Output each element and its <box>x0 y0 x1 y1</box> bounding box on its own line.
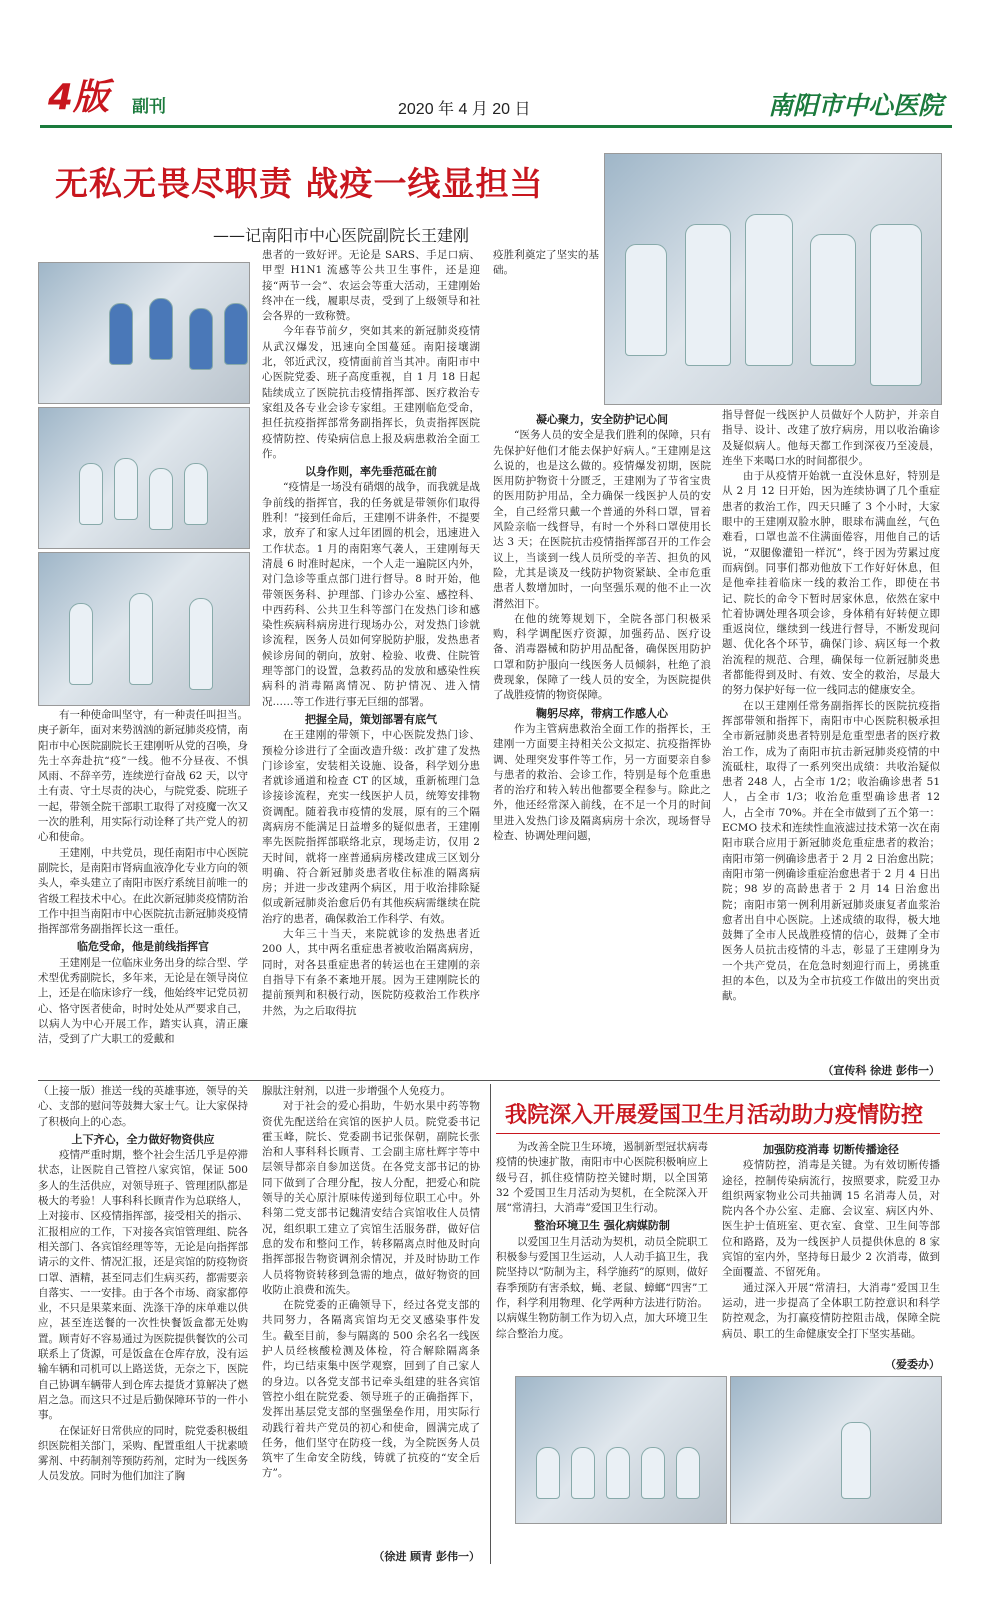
paragraph: 在以王建刚任常务副指挥长的医院抗疫指挥部带领和指挥下，南阳市中心医院积极承担全市新冠肺炎患者特别是危重型患者的医疗救治工作，成为了南阳市抗击新冠肺炎疫情的中流砥柱，取得了一系列突出成绩：共收治疑似患者 248 人，占全市 1/2；收治确诊患者 51 人，占全市 1/3；收治危重型确诊患者 12 人，占全市 70%。并在全市做到了五个第一：ECMO 技术和连续性血液滤过技术第一次在南阳市联合应用于新冠肺炎危重症患者的救治；南阳市第一例确诊患者于 2 月 2 日治愈出院；南阳市第一例确诊重症治愈患者于 2 月 4 日出院；98 岁的高龄患者于 2 月 14 日治愈出院；南阳市第一例利用新冠肺炎康复者血浆治愈者出自中心医院。上述成绩的取得，极大地鼓舞了全市人民战胜疫情的信心，鼓舞了全市医务人员抗击疫情的斗志，彰显了王建刚身为一个共产党员，在危急时刻迎行而上，勇挑重担的本色，以及为全市抗疫工作做出的突出贡献。 <box>722 699 940 1003</box>
column-divider <box>490 1084 491 1564</box>
paragraph: （上接一版）推送一线的英雄事迹，领导的关心、支部的慰问等鼓舞大家士气。让大家保持了积极向上的心态。 <box>38 1085 248 1128</box>
paragraph: 有一种使命叫坚守，有一种责任叫担当。庚子新年，面对来势汹汹的新冠肺炎疫情，南阳市中心医院副院长王建刚听从党的召唤，身先士卒奔赴抗“疫”一线。他不分昼夜、不惧风雨、不辞辛劳，连续逆行奋战 62 天，以守土有责、守土尽责的决心，与院党委、院班子一起，带领全院干部职工取得了对疫魔一次又一次的胜利，用实际行动诠释了共产党人的初心和使命。 <box>38 709 248 844</box>
article1-column-3a <box>493 248 599 408</box>
article1-column-1 <box>38 708 248 1080</box>
section-heading: 凝心聚力，安全防护记心间 <box>536 413 668 426</box>
paragraph: 以爱国卫生月活动为契机，动员全院职工积极参与爱国卫生运动，人人动手搞卫生，我院坚持以“防制为主，科学施药”的原则，做好春季预防有害杀蚊，蝇、老鼠、蟑螂“四害”工作，科学利用物理、化学两种方法进行防治。以病媒生物防制工作为切入点，加大环境卫生综合整治力度。 <box>496 1235 708 1340</box>
article2-column-2 <box>722 1140 940 1355</box>
paragraph: 在王建刚的带领下，中心医院发热门诊、预检分诊进行了全面改造升级：改扩建了发热门诊诊室，安装相关设施、设备，科学划分患者就诊通道和检查 CT 的区域，重新梳理门急诊接诊流程，充实一线医护人员，统筹安排物资调配。随着我市疫情的发展，原有的三个隔离病房不能满足日益增多的疑似患者，王建刚率先医院指挥部联络北京，现场走访，仅用 2 天时间，就将一座普通病房楼改建成三区划分明确、符合新冠肺炎患者收住标准的隔离病房；并进一步改建两个病区，用于收治排除疑似或新冠肺炎治愈后仍有其他疾病需继续在院治疗的患者，确保救治工作科学、有效。 <box>262 729 480 925</box>
article2-title: 我院深入开展爱国卫生月活动助力疫情防控 <box>505 1102 924 1128</box>
section-heading: 以身作则，率先垂范砥在前 <box>305 465 437 479</box>
hospital-logo: 南阳市中心医院 <box>768 91 944 120</box>
paragraph: 疫情防控，消毒是关键。为有效切断传播途径，控制传染病流行，按照要求，院爱卫办组织两家物业公司共抽调 15 名消毒人员，对院内各个办公室、走廊、会议室、病区内外、医生护士值班室、更衣室、食堂、卫生间等部位和路路，及为一线医护人员提供休息的 8 家宾馆的室内外，坚持每日最少 2 次消毒，做到全面覆盖、不留死角。 <box>722 1159 940 1279</box>
section-heading: 整治环境卫生 强化病媒防制 <box>534 1219 670 1233</box>
photo-disinfection-sprayer <box>730 1376 942 1524</box>
issue-date: 2020 年 4 月 20 日 <box>398 101 531 118</box>
photo-corridor-inspection <box>38 552 250 706</box>
article1-column-4 <box>722 408 940 1058</box>
continued-column-1 <box>38 1084 248 1564</box>
section-heading: 上下齐心，全力做好物资供应 <box>71 1132 215 1146</box>
paragraph: 在院党委的正确领导下，经过各党支部的共同努力，各隔离宾馆均无交叉感染事件发生。截至目前，参与隔离的 500 余名名一线医护人员经核酸检测及体检，符合解除隔离条件，均已结束集中医学观察，回到了自己家人的身边。以各党支部书记牵头组建的驻各宾馆管控小组在院党委、领导班子的正确指挥下，发挥出基层党支部的坚强堡垒作用，用实际行动践行着共产党员的初心和使命，圆满完成了任务，他们坚守在防疫一线，为全院医务人员筑牢了生命安全防线，铸就了抗疫的“安全后方”。 <box>262 1299 480 1480</box>
section-divider <box>38 1080 940 1081</box>
article1-column-2 <box>262 248 480 1080</box>
paragraph: 王建刚是一位临床业务出身的综合型、学术型优秀副院长，多年来，无论是在领导岗位上，还是在临床诊疗一线，他始终牢记党员初心、恪守医者使命，时时处处从严要求自己，以病人为中心开展工作，踏实认真，清正廉洁，受到了广大职工的爱戴和 <box>38 956 248 1046</box>
paragraph: 在保证好日常供应的同时，院党委积极组织医院相关部门，采购、配置重组人干扰素喷雾剂、中药制剂等预防药剂，定时为一线医务人员发放。同时为他们加注了胸 <box>38 1424 248 1483</box>
paragraph: 对于社会的爱心捐助，牛奶水果中药等物资优先配送给在宾馆的医护人员。院党委书记霍玉峰，院长、党委副书记张保朝，副院长张治和人事科科长顾青、工会副主席杜辉宇等中层领导都亲自参加送货。在各党支部书记的协同下做到了合理分配，按人分配，把爱心和院领导的关心原汁原味传递到每位职工心中。外科第二党支部书记魏清安结合宾馆收住人员情况，组织职工建立了宾馆生活服务群，做好信息的发布和整问工作，转移隔离点时他及时向指挥部报告物资调剂余情况，并及时协助工作人员将物资转移到急需的地点，做好物资的回收防止浪费和流失。 <box>262 1100 480 1296</box>
continued-column-2 <box>262 1084 480 1546</box>
paragraph: 指导督促一线医护人员做好个人防护，并亲自指导、设计、改建了放疗病房，用以收治确诊及疑似病人。他每天都工作到深夜乃至凌晨，连坐下来喝口水的时间都很少。 <box>722 409 940 467</box>
paragraph: 由于从疫情开始就一直没休息好，特别是从 2 月 12 日开始，因为连续协调了几个重症患者的救治工作，四天只睡了 3 个小时，大家眼中的王建刚双脸水肿，眼球布满血丝，气色难看，口罩也盖不住满面倦容，用他自己的话说，“双腿像灌铅一样沉”，终于因为劳累过度而病倒。同事们都劝他放下工作好好休息，但是他牵挂着临床一线的救治工作，即使在书记、院长的命令下暂时居家休息，依然在家中忙着协调处理各项会诊，身体稍有好转便立即重返岗位，继续到一线进行督导，不断发现问题、优化各个环节，确保门诊、病区每一个救治流程的规范、合理，确保每一位新冠肺炎患者都能得到及时、有效、安全的救治，尽最大的努力保护好每一位一线同志的健康安全。 <box>722 470 940 697</box>
section-name: 副刊 <box>132 97 166 117</box>
paragraph: 通过深入开展“常清扫，大消毒”爱国卫生运动，进一步提高了全体职工防控意识和科学防控观念，为打赢疫情防控阻击战，保障全院病员、职工的生命健康安全打下坚实基础。 <box>722 1281 940 1340</box>
paragraph: 疫情严重时期，整个社会生活几乎是停滞状态，让医院自己管控八家宾馆，保证 500 多人的生活供应，对领导班子、管理团队都是极大的考验！人事科科长顾青作为总联络人，上对接市、区疫情指挥部，接受相关的指示、汇报相应的工作，下对接各宾馆管理组、院各相关部门、各宾馆经理等等，无论是向指挥部请示的文件、情况汇报，还是宾馆的防疫物资口罩、酒精，甚至同志们生病买药，都需要亲自落实、一一安排。由于各个市场、商家都停业，不只是果菜来面、洗涤干净的床单难以供应，甚至连送餐的一次性快餐饭盒都无处购置。顾青好不容易通过为医院提供餐饮的公司联系上了货源，可是饭盒在仓库存放，没有运输车辆和司机可以上路送货，无奈之下，医院自己协调车辆带人到仓库去提货才算解决了燃眉之急。而这只不过是后勤保障环节的一件小事。 <box>38 1149 248 1422</box>
paragraph: 腺肽注射剂，以进一步增强个人免疫力。 <box>262 1085 451 1097</box>
section-heading: 临危受命，他是前线指挥官 <box>77 940 209 954</box>
article2-title-rule <box>496 1133 940 1134</box>
paragraph: 为改善全院卫生环境，遏制新型冠状病毒疫情的快速扩散，南阳市中心医院积极响应上级号召，抓住疫情防控关键时期，以全国第 32 个爱国卫生月活动为契机，在全院深入开展“常清扫，大消毒”爱国卫生行动。 <box>496 1141 708 1215</box>
section-heading: 鞠躬尽瘁，带病工作感人心 <box>536 706 668 720</box>
paragraph: “疫情是一场没有硝烟的战争，而我就是战争前线的指挥官，我的任务就是带领你们取得胜利！”接到任命后，王建刚不讲条件，不提要求，放弃了和家人过年团圆的机会，迅速进入工作状态。1 月的南阳寒气袭人，王建刚每天清晨 6 时准时起床，一个人走一遍院区内外，对门急诊等重点部门进行督导。8 时开始，他带领医务科、护理部、门诊办公室、感控科、中西药科、公共卫生科等部门在发热门诊和感染性疾病科病房进行现场办公，对发热门诊就诊流程，医务人员如何穿脱防护服，发热患者候诊房间的朝向，放射、检验、收费、住院管理等部门的设置，急救药品的发放和感染性疾病科的消毒隔离情况、防护情况、进入情况……等工作进行事无巨细的部署。 <box>262 481 480 708</box>
paragraph: 王建刚，中共党员，现任南阳市中心医院副院长，是南阳市肾病血液净化专业方向的领头人，牵头建立了南阳市医疗系统目前唯一的省级工程技术中心。在此次新冠肺炎疫情防治工作中担当南阳市中心医院抗击新冠肺炎疫情指挥部常务副指挥长这一重任。 <box>38 846 248 936</box>
paragraph: 今年春节前夕，突如其来的新冠肺炎疫情从武汉爆发，迅速向全国蔓延。南阳接壤湖北，邻近武汉，疫情面前首当其冲。南阳市中心医院党委、班子高度重视，自 1 月 18 日起陆续成立了医院抗击疫情指挥部、医疗救治专家组及各专业会诊专家组。王建刚临危受命，担任抗疫指挥部常务副指挥长，负责指挥医院疫情防控、传染病信息上报及病患救治全面工作。 <box>262 325 480 460</box>
paragraph: 患者的一致好评。无论是 SARS、手足口病、甲型 H1N1 流感等公共卫生事件，还是迎接“两节一会”、农运会等重大活动，王建刚始终冲在一线，履职尽责，受到了上级领导和社会各界的一致称赞。 <box>262 249 480 323</box>
section-heading: 加强防疫消毒 切断传播途径 <box>763 1143 899 1156</box>
article1-column-3 <box>493 410 711 1080</box>
article-title: 无私无畏尽职责 战疫一线显担当 <box>55 164 544 203</box>
photo-disinfection-team <box>515 1376 727 1524</box>
article2-byline: （爱委办） <box>885 1358 940 1371</box>
photo-ambulance-team <box>38 407 250 549</box>
article1-byline: （宣传科 徐进 彭伟一） <box>822 1064 940 1077</box>
article2-column-1 <box>496 1140 708 1372</box>
photo-team-in-protective-suits <box>38 262 250 404</box>
page-number: 4版 <box>48 77 110 118</box>
paragraph: 在他的统筹规划下，全院各部门积极采购，科学调配医疗资源，加强药品、医疗设备、消毒器械和防护用品配备，确保医用防护口罩和防护服向一线医务人员倾斜，杜绝了浪费现象，保障了一线人员的安全，为医院提供了战胜疫情的物资保障。 <box>493 612 711 702</box>
paragraph: 疫胜利奠定了坚实的基础。 <box>493 249 599 277</box>
paragraph: “医务人员的安全是我们胜利的保障，只有先保护好他们才能去保护好病人。”王建刚是这么说的，也是这么做的。疫情爆发初期，医院医用防护物资十分匮乏，王建刚为了节省宝贵的医用防护用品，全力确保一线医护人员的安全，自己经常只戴一个普通的外科口罩，冒着风险亲临一线督导，有时一个外科口罩使用长达 3 天；在医院抗击疫情指挥部召开的工作会议上，当谈到一线人员所受的辛苦、担负的风险，尤其是谈及一线防护物资紧缺、全市危重患者人数增加时，一向坚强乐观的他不止一次潸然泪下。 <box>493 429 711 610</box>
section-heading: 把握全局，策划部署有底气 <box>305 712 437 726</box>
paragraph: 作为主管病患救治全面工作的指挥长，王建刚一方面要主持相关公文拟定、抗疫指挥协调、处理突发事件等工作，另一方面要亲自参与患者的救治、会诊工作，特别是每个危重患者的治疗和转入转出他都要全程参与。除此之外，他还经常深入前线，在不足一个月的时间里进入发热门诊及隔离病房十余次，现场督导检查、协调处理问题， <box>493 722 711 843</box>
photo-meeting-with-staff <box>604 153 942 405</box>
header-rule <box>40 125 952 128</box>
article-subtitle: ——记南阳市中心医院副院长王建刚 <box>213 226 470 245</box>
paragraph: 大年三十当天，来院就诊的发热患者近 200 人，其中两名重症患者被收治隔离病房，同时，对各县重症患者的转运也在王建刚的亲自指导下有条不紊地开展。因为王建刚院长的提前预判和积极行动，医院防疫救治工作秩序井然，为之后取得抗 <box>262 928 480 1017</box>
continued-byline: （徐进 顾青 彭伟一） <box>373 1550 480 1563</box>
